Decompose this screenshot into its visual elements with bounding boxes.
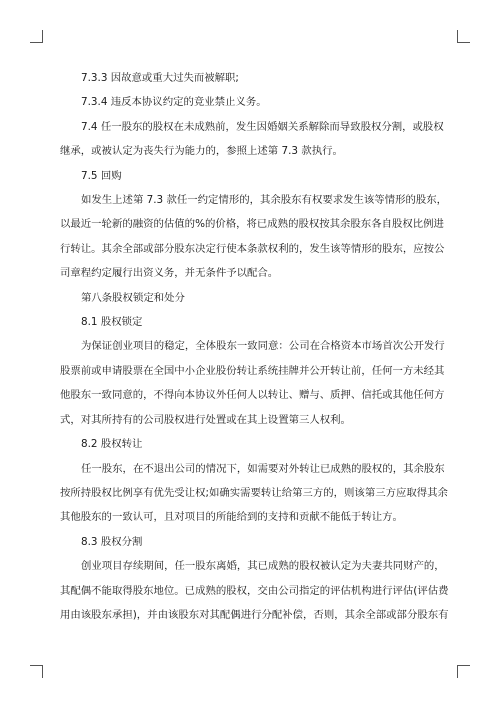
- clause-7-4-line-1: 7.4 任一股东的股权在未成熟前，发生因婚姻关系解除而导致股权分割，或股权: [81, 120, 444, 133]
- clause-8-1-line-2: 股票前或申请股票在全国中小企业股份转让系统挂牌并公开转让前，任何一方未经其: [60, 364, 445, 377]
- clause-8-1-line-1: 为保证创业项目的稳定，全体股东一致同意：公司在合格资本市场首次公开发行: [81, 340, 445, 353]
- clause-7-5-line-2: 以最近一轮新的融资的估值的%的价格，将已成熟的股权按其余股东各自股权比例进: [60, 218, 444, 231]
- clause-7-5-line-3: 行转让。其余全部或部分股东决定行使本条款权利的，发生该等情形的股东，应按公: [60, 242, 445, 255]
- clause-8-3-line-3: 用由该股东承担)，并由该股东对其配偶进行分配补偿，否则，其余全部或部分股东有: [60, 608, 449, 621]
- clause-8-2-line-2: 按所持股权比例享有优先受让权;如确实需要转让给第三方的，则该第三方应取得其余: [60, 486, 448, 499]
- heading-8-3: 8.3 股权分割: [81, 535, 143, 548]
- clause-8-3-line-2: 其配偶不能取得股东地位。已成熟的股权，交由公司指定的评估机构进行评估(评估费: [60, 584, 449, 597]
- document-body: [60, 66, 449, 627]
- clause-7-3-3: 7.3.3 因故意或重大过失而被解职;: [81, 72, 239, 84]
- clause-8-1-line-3: 他股东一致同意的，不得向本协议外任何人以转让、赠与、质押、信托或其他任何方: [60, 389, 445, 402]
- clause-8-2-line-1: 任一股东，在不退出公司的情况下，如需要对外转让已成熟的股权的，其余股东: [81, 462, 445, 475]
- clause-8-1-line-4: 式，对其所持有的公司股权进行处置或在其上设置第三人权利。: [60, 413, 351, 426]
- clause-8-3-line-1: 创业项目存续期间，任一股东离婚，其已成熟的股权被认定为夫妻共同财产的，: [81, 560, 445, 573]
- heading-8-1: 8.1 股权锁定: [81, 316, 143, 329]
- clause-7-5-line-1: 如发生上述第 7.3 款任一约定情形的，其余股东有权要求发生该等情形的股东，: [81, 194, 448, 207]
- article-8-title: 第八条股权锁定和处分: [81, 291, 185, 304]
- clause-7-5-line-4: 司章程约定履行出资义务，并无条件予以配合。: [60, 267, 279, 280]
- clause-7-4-line-2: 继承，或被认定为丧失行为能力的，参照上述第 7.3 款执行。: [60, 145, 343, 158]
- clause-8-2-line-3: 其他股东的一致认可，且对项目的所能给到的支持和贡献不能低于转让方。: [60, 511, 403, 524]
- clause-7-3-4: 7.3.4 违反本协议约定的竞业禁止义务。: [81, 96, 267, 109]
- crop-mark-bottom-right: [457, 665, 470, 678]
- crop-mark-top-right: [457, 30, 470, 43]
- heading-7-5: 7.5 回购: [81, 169, 122, 182]
- crop-mark-top-left: [30, 30, 43, 43]
- heading-8-2: 8.2 股权转让: [81, 438, 143, 451]
- crop-mark-bottom-left: [30, 665, 43, 678]
